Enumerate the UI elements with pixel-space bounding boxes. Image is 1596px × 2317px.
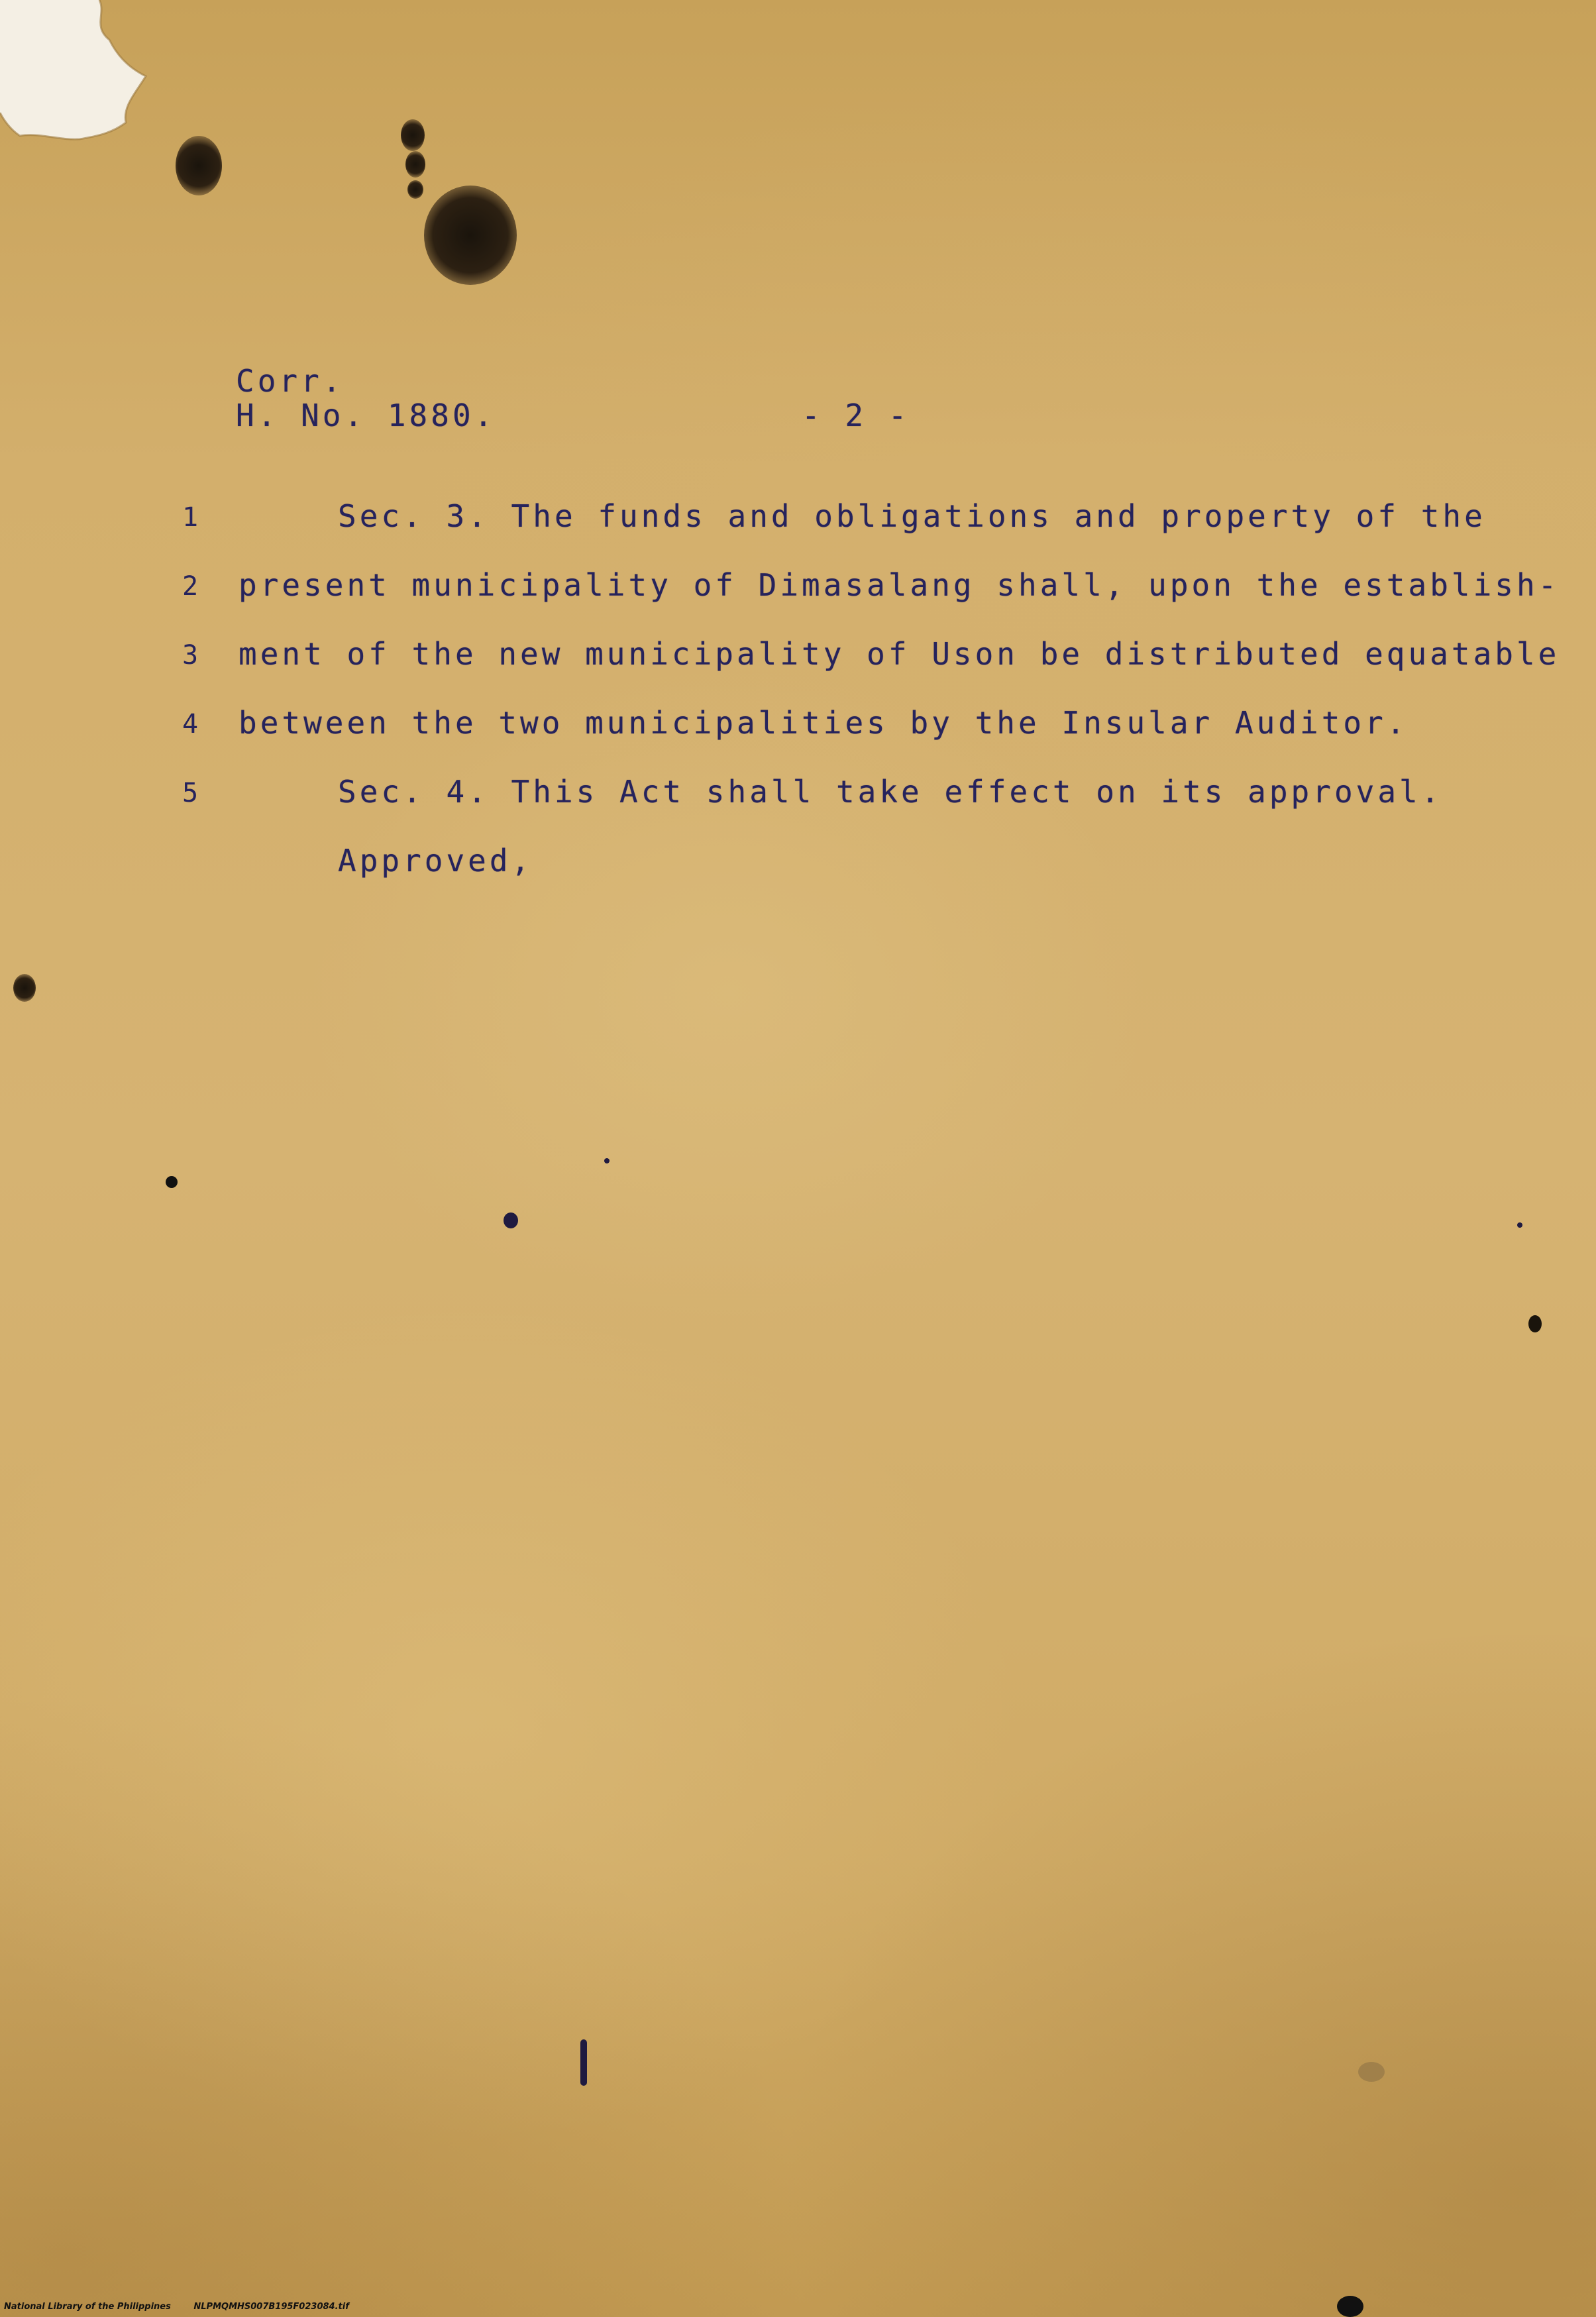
ink-dot	[580, 2039, 587, 2086]
body-line: ment of the new municipality of Uson be distributed equatable	[239, 636, 1560, 672]
ink-blot	[424, 186, 517, 285]
ink-dot	[504, 1212, 518, 1228]
line-number: 5	[182, 778, 199, 808]
body-line: Sec. 3. The funds and obligations and property of the	[338, 498, 1486, 534]
body-line: Sec. 4. This Act shall take effect on its approval.	[338, 774, 1443, 810]
body-line: present municipality of Dimasalang shall, upon the establish-	[239, 567, 1560, 603]
ink-dot	[1358, 2062, 1385, 2082]
bill-number: H. No. 1880.	[236, 398, 496, 433]
line-number: 1	[182, 502, 199, 533]
archive-footer	[4, 2302, 369, 2312]
ink-dot	[1337, 2296, 1363, 2317]
ink-dot	[166, 1176, 178, 1188]
approved-line: Approved,	[338, 843, 533, 879]
ink-dot	[604, 1158, 610, 1163]
line-number: 3	[182, 640, 199, 671]
ink-blot	[13, 974, 36, 1002]
page-marker: - 2 -	[802, 398, 910, 433]
library-credit: National Library of the Philippines	[4, 2302, 171, 2312]
ink-dot	[1528, 1315, 1542, 1332]
ink-blot	[407, 180, 423, 199]
line-number: 2	[182, 571, 199, 602]
ink-blot	[405, 151, 425, 178]
ink-blot	[176, 136, 222, 195]
body-line: between the two municipalities by the Insular Auditor.	[239, 705, 1409, 741]
ink-dot	[1517, 1222, 1522, 1228]
ink-blot	[401, 119, 425, 151]
corr-label: Corr.	[236, 363, 345, 399]
file-id: NLPMQMHS007B195F023084.tif	[193, 2302, 349, 2312]
line-number: 4	[182, 709, 199, 739]
torn-corner	[0, 0, 199, 146]
